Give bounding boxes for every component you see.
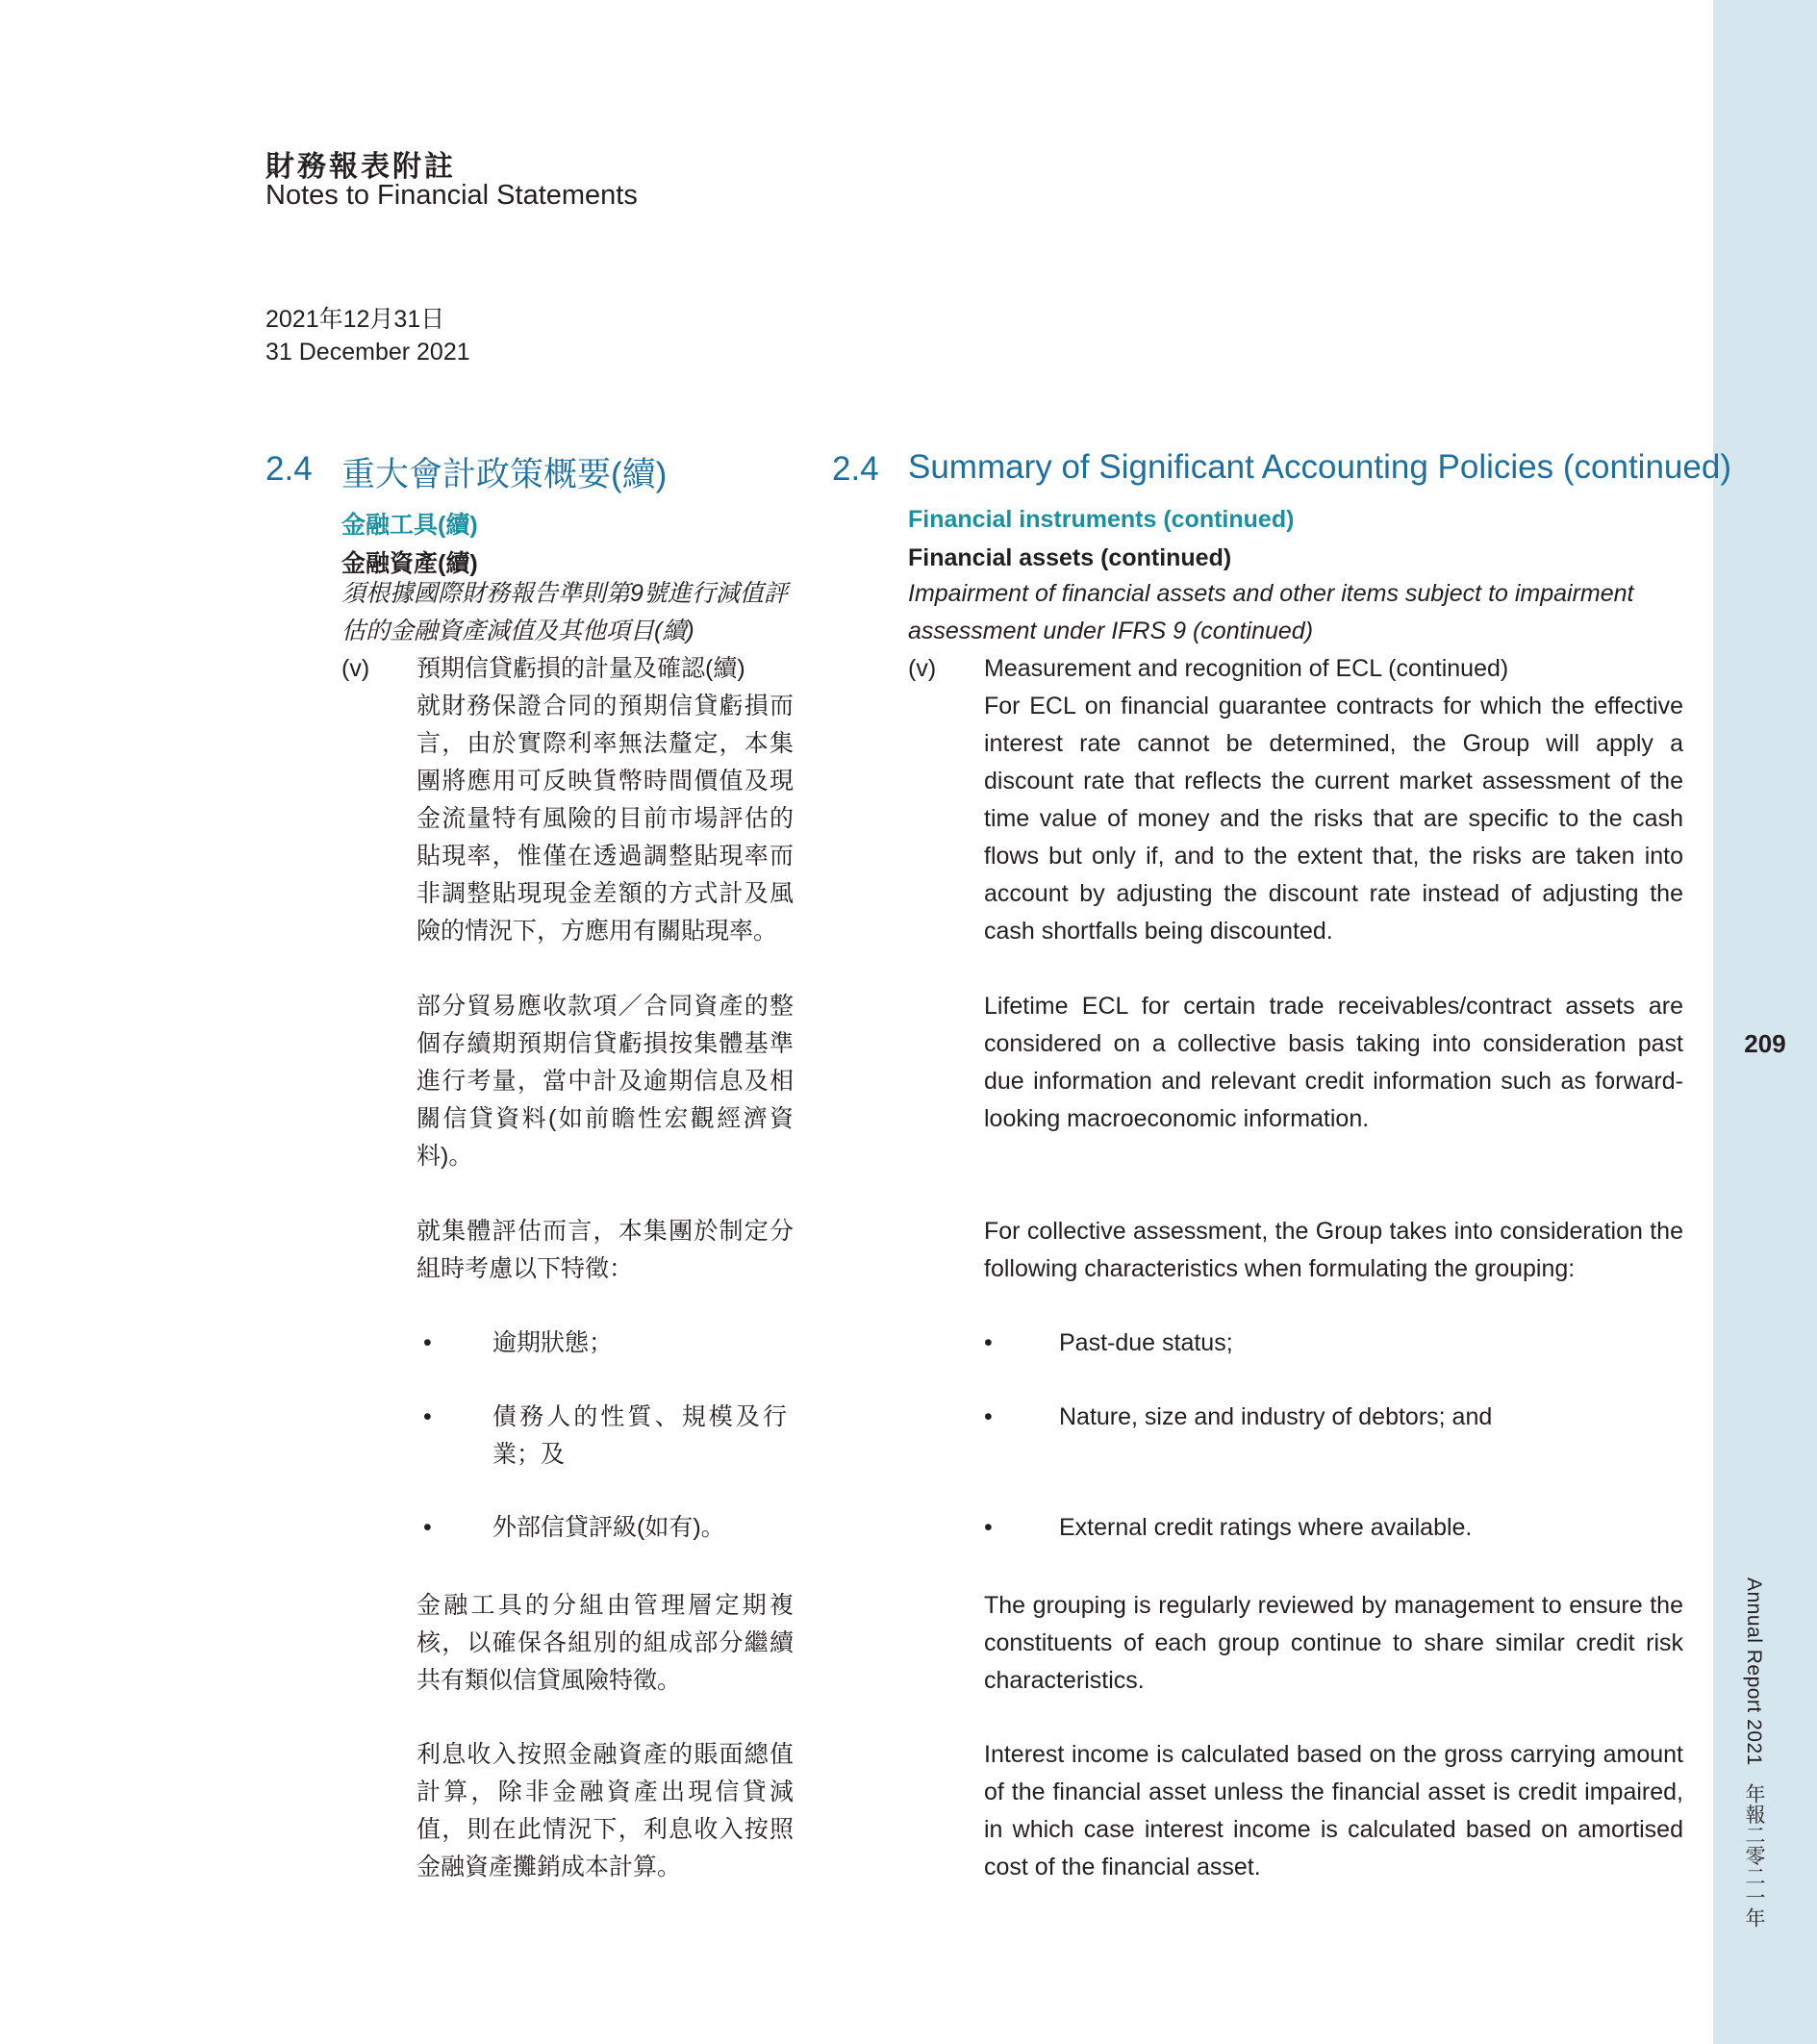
bullet-en-2: Nature, size and industry of debtors; and bbox=[1059, 1403, 1493, 1430]
section-title-en: Summary of Significant Accounting Policies (continued) bbox=[908, 448, 1731, 486]
paragraph-en-1: For ECL on financial guarantee contracts for which the effective interest rate cannot be determined, the Group will apply a discount rate that reflects the current market assessment of the time value of money and the risks that are specific to the cash flows but only if, and to the extent that, the risks are taken into account by adjusting the discount rate instead of adjusting the cash shortfalls being discounted. bbox=[984, 693, 1683, 945]
side-label-zh: 年報二零二一年 bbox=[1743, 1782, 1765, 1929]
paragraph-zh-3: 就集體評估而言，本集團於制定分組時考慮以下特徵： bbox=[416, 1218, 794, 1282]
header-title-zh: 財務報表附註 bbox=[265, 150, 456, 184]
bullet-zh-1: 逾期狀態； bbox=[492, 1329, 614, 1356]
section-title-zh: 重大會計政策概要(續) bbox=[341, 456, 668, 493]
bullet-symbol-zh-1: • bbox=[423, 1329, 432, 1356]
impairment-heading-zh-1: 須根據國際財務報告準則第9號進行減值評 bbox=[341, 580, 788, 607]
impairment-heading-en-1: Impairment of financial assets and other items subject to impairment bbox=[908, 580, 1634, 607]
page-number: 209 bbox=[1744, 1029, 1786, 1058]
item-label-en: (v) bbox=[908, 655, 937, 682]
section-number-zh: 2.4 bbox=[265, 450, 313, 488]
bullet-symbol-zh-3: • bbox=[423, 1514, 432, 1541]
bullet-symbol-zh-2: • bbox=[423, 1403, 432, 1430]
section-number-en: 2.4 bbox=[832, 450, 879, 488]
paragraph-en-3: For collective assessment, the Group takes into consideration the following characteristics when formulating the grouping: bbox=[984, 1218, 1683, 1282]
subheading-fa-zh: 金融資產(續) bbox=[341, 550, 478, 577]
paragraph-zh-2: 部分貿易應收款項／合同資產的整個存續期預期信貸虧損按集體基準進行考量，當中計及逾期信息及相關信貸資料(如前瞻性宏觀經濟資料)。 bbox=[416, 993, 794, 1170]
impairment-heading-zh-2: 估的金融資產減值及其他項目(續) bbox=[341, 618, 694, 644]
item-title-zh: 預期信貸虧損的計量及確認(續) bbox=[416, 655, 745, 682]
bullet-symbol-en-1: • bbox=[984, 1329, 993, 1356]
item-title-en: Measurement and recognition of ECL (continued) bbox=[984, 655, 1509, 682]
paragraph-en-4: The grouping is regularly reviewed by management to ensure the constituents of each group continue to share similar credit risk characteristics. bbox=[984, 1592, 1683, 1694]
bullet-symbol-en-3: • bbox=[984, 1514, 993, 1541]
side-label bbox=[1739, 1577, 1768, 1945]
paragraph-en-5: Interest income is calculated based on the gross carrying amount of the financial asset unless the financial asset is credit impaired, in which case interest income is calculated based on amortised cost of the financial asset. bbox=[984, 1741, 1683, 1880]
subheading-fa-en: Financial assets (continued) bbox=[908, 544, 1232, 571]
paragraph-zh-1: 就財務保證合同的預期信貸虧損而言，由於實際利率無法釐定，本集團將應用可反映貨幣時間價值及現金流量特有風險的目前市場評估的貼現率，惟僅在透過調整貼現率而非調整貼現現金差額的方式計及風險的情況下，方應用有關貼現率。 bbox=[416, 693, 794, 945]
side-label-en: Annual Report 2021 bbox=[1743, 1577, 1765, 1766]
bullet-symbol-en-2: • bbox=[984, 1403, 993, 1430]
subheading-fi-zh: 金融工具(續) bbox=[341, 512, 478, 539]
date-en: 31 December 2021 bbox=[265, 339, 470, 366]
bullet-en-3: External credit ratings where available. bbox=[1059, 1514, 1473, 1541]
bullet-zh-2: 債務人的性質、規模及行業；及 bbox=[492, 1403, 787, 1468]
item-label-zh: (v) bbox=[341, 655, 370, 682]
date-zh: 2021年12月31日 bbox=[265, 306, 445, 333]
paragraph-zh-5: 利息收入按照金融資產的賬面總值計算，除非金融資產出現信貸減值，則在此情況下，利息收入按照金融資產攤銷成本計算。 bbox=[416, 1741, 794, 1880]
bullet-zh-3: 外部信貸評級(如有)。 bbox=[492, 1514, 725, 1541]
impairment-heading-en-2: assessment under IFRS 9 (continued) bbox=[908, 618, 1314, 644]
header-title-en: Notes to Financial Statements bbox=[265, 180, 638, 211]
subheading-fi-en: Financial instruments (continued) bbox=[908, 506, 1295, 533]
paragraph-en-2: Lifetime ECL for certain trade receivables/contract assets are considered on a collective basis taking into consideration past due information and relevant credit information such as forward-looking macroeconomic information. bbox=[984, 993, 1683, 1132]
bullet-en-1: Past-due status; bbox=[1059, 1329, 1233, 1356]
paragraph-zh-4: 金融工具的分組由管理層定期複核，以確保各組別的組成部分繼續共有類似信貸風險特徵。 bbox=[416, 1592, 794, 1694]
